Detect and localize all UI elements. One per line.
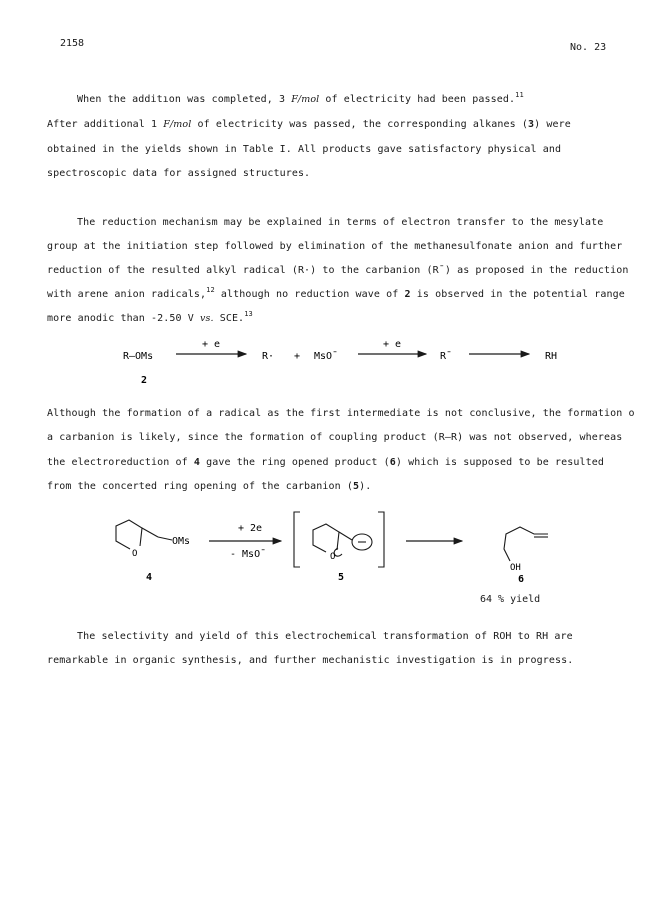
product-formula: RH [545, 351, 558, 362]
text-line: When the additıon was completed, 3 F/mol of electricity had been passed.$^{11}$ [77, 91, 524, 105]
arrow-label: - MsO¯ [230, 549, 267, 560]
plus-sign: + [294, 351, 301, 362]
text-line: group at the initiation step followed by elimination of the methanesulfonate anion and further [47, 241, 623, 252]
arrow-label: + e [202, 339, 221, 350]
compound-6-structure [504, 527, 548, 561]
mesylate-group: OMs [172, 536, 191, 547]
text-line: After additional 1 F/mol of electricity was passed, the corresponding alkanes (3) were [47, 119, 571, 130]
text-line: a carbanion is likely, since the formation of coupling product (R—R) was not observed, whereas [47, 432, 623, 443]
arrow-label: + 2e [238, 523, 263, 534]
hydroxyl-group: OH [510, 563, 521, 573]
text-line: The reduction mechanism may be explained in terms of electron transfer to the mesylate [77, 217, 604, 228]
reference: 13 [244, 310, 253, 318]
compound-number: 6 [518, 574, 525, 585]
text-line: more anodic than -2.50 V vs. SCE.$^{13}$ [47, 310, 253, 324]
text-line: with arene anion radicals,$^{12}$ although no reduction wave of 2 is observed in the potential range [47, 286, 625, 300]
page-number: 2158 [60, 38, 85, 49]
reactant-formula: R—OMs [123, 351, 154, 362]
text-line: from the concerted ring opening of the carbanion (5). [47, 481, 372, 492]
carbanion-formula: R¯ [440, 351, 453, 362]
text-line: spectroscopic data for assigned structures. [47, 168, 311, 179]
yield-label: 64 % yield [480, 594, 541, 605]
text-line: reduction of the resulted alkyl radical (R·) to the carbanion (R¯) as proposed in the reduction [47, 265, 629, 276]
ring-oxygen: O [132, 549, 138, 559]
text-line: remarkable in organic synthesis, and further mechanistic investigation is in progress. [47, 655, 574, 666]
text-line: the electroreduction of 4 gave the ring opened product (6) which is supposed to be resulted [47, 457, 605, 468]
ring-oxygen: O [330, 552, 336, 562]
text-line: Although the formation of a radical as the first intermediate is not conclusive, the formation o [47, 408, 635, 419]
compound-number: 5 [338, 572, 345, 583]
reference: 12 [206, 286, 215, 294]
text-line: obtained in the yields shown in Table I. All products gave satisfactory physical and [47, 144, 562, 155]
reference: 11 [515, 91, 524, 99]
issue-number: No. 23 [570, 42, 607, 53]
compound-4-structure [116, 520, 172, 549]
compound-number: 2 [141, 375, 148, 386]
mesylate-anion: MsO¯ [314, 351, 339, 362]
text-line: The selectivity and yield of this electrochemical transformation of ROH to RH are [77, 631, 573, 642]
radical-formula: R· [262, 351, 275, 362]
arrow-label: + e [383, 339, 402, 350]
compound-5-structure [294, 512, 384, 567]
compound-number: 4 [146, 572, 153, 583]
